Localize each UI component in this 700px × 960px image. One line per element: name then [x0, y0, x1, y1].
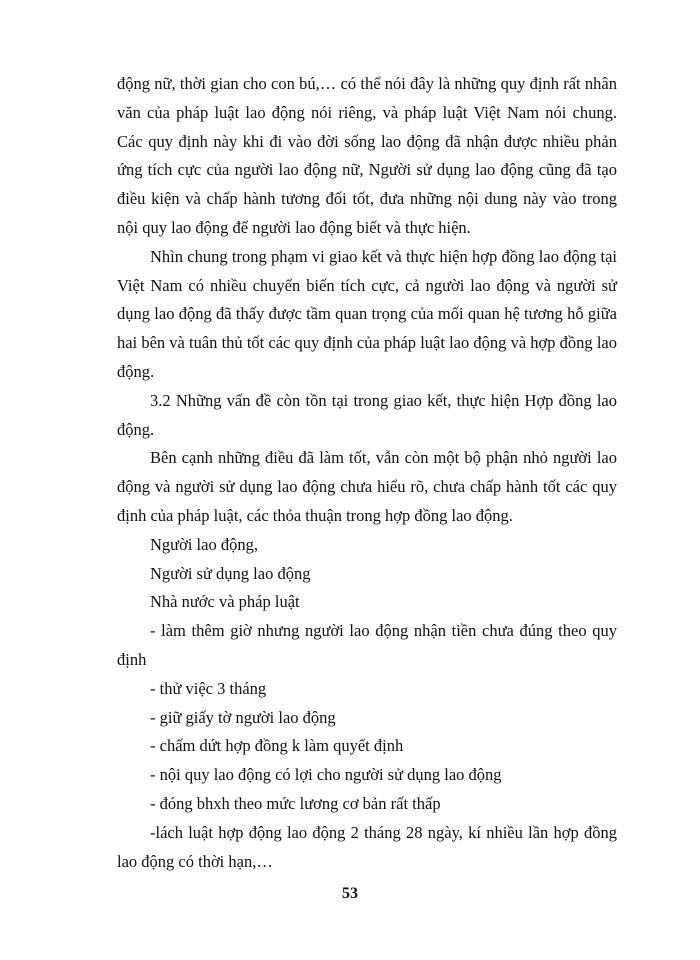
list-item-termination: - chấm dứt hợp đồng k làm quyết định	[150, 736, 404, 756]
list-item-overtime: - làm thêm giờ nhưng người lao động nhận tiền chưa đúng theo quy định	[117, 621, 617, 669]
page-number: 53	[342, 885, 358, 902]
list-item-documents: - giữ giấy tờ người lao động	[150, 707, 336, 727]
list-item-probation: - thử việc 3 tháng	[150, 678, 267, 698]
list-item-internal-rules: - nội quy lao động có lợi cho người sử dụng lao động	[150, 765, 502, 785]
body-text	[117, 70, 617, 876]
paragraph-overview: Nhìn chung trong phạm vi giao kết và thực hiện hợp đồng lao động tại Việt Nam có nhiều chuyển biến tích cực, cả người lao động và người sử dụng lao động đã thấy được tầm quan trọng của mối quan hệ tương hỗ giữa hai bên và tuân thủ tốt các quy định của pháp luật lao động và hợp đồng lao động.	[117, 246, 617, 381]
list-item-social-insurance: - đóng bhxh theo mức lương cơ bản rất thấp	[150, 793, 441, 813]
section-heading-3-2: 3.2 Những vấn đề còn tồn tại trong giao kết, thực hiện Hợp đồng lao động.	[117, 390, 617, 439]
list-item-state-law: Nhà nước và pháp luật	[150, 592, 300, 612]
paragraph-remaining-issues: Bên cạnh những điều đã làm tốt, vẫn còn một bộ phận nhỏ người lao động và người sử dụng lao động chưa hiểu rõ, chưa chấp hành tốt các quy định của pháp luật, các thỏa thuận trong hợp đồng lao động.	[117, 448, 617, 525]
paragraph-continuation: động nữ, thời gian cho con bú,… có thể nói đây là những quy định rất nhân văn của pháp luật lao động nói riêng, và pháp luật Việt Nam nói chung. Các quy định này khi đi vào đời sống lao động đã nhận được nhiều phản ứng tích cực của người lao động nữ, Người sử dụng lao động cũng đã tạo điều kiện và chấp hành tương đối tốt, đưa những nội dung này vào trong nội quy lao động để người lao động biết và thực hiện.	[117, 74, 617, 237]
list-item-contract-loophole: -lách luật hợp động lao động 2 tháng 28 ngày, kí nhiều lần hợp đồng lao động có thời hạn,…	[117, 822, 617, 871]
list-item-employer: Người sử dụng lao động	[150, 563, 311, 583]
list-item-employee: Người lao động,	[150, 534, 258, 554]
